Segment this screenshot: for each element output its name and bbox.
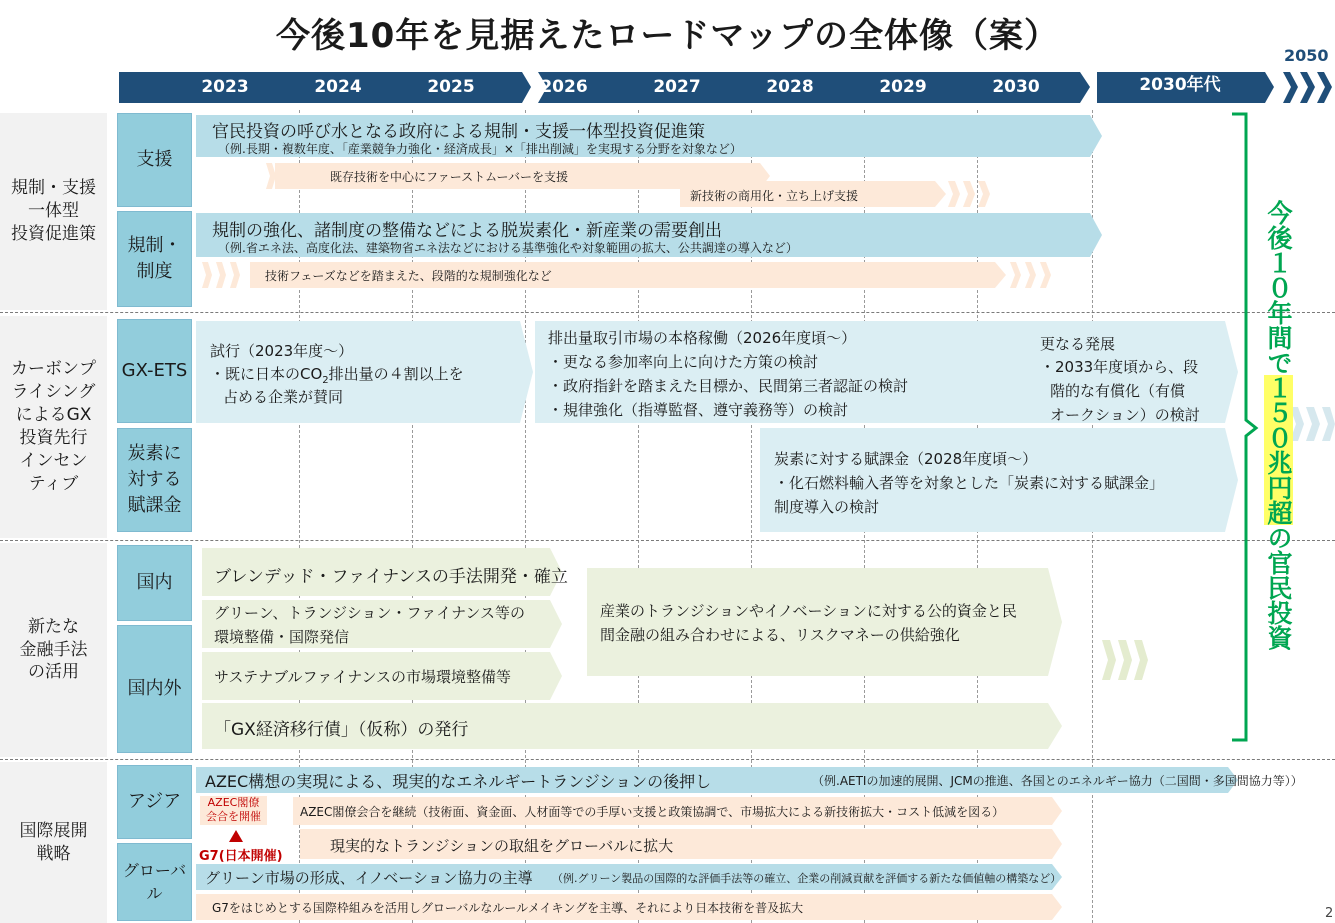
year-label: 2029 (879, 77, 927, 97)
investment-summary: 今後１０年間で１５０兆円超の官民投資 (1264, 200, 1293, 650)
subcategory-gx-ets: GX-ETS (117, 319, 192, 423)
subcategory-asia: アジア (117, 765, 192, 839)
fade-chevron (216, 262, 226, 288)
azec-note-text: （例.AETIの加速的展開、JCMの推進、各国とのエネルギー協力（二国間・多国間協力等）） (812, 774, 1303, 788)
levy-heading: 炭素に対する賦課金（2028年度頃～） (774, 450, 1038, 468)
subcategory-global: グローバル (117, 843, 192, 921)
azec-main-text: AZEC構想の実現による、現実的なエネルギートランジションの後押し (205, 772, 712, 791)
green-market-text: グリーン市場の形成、イノベーション協力の主導 (205, 869, 533, 887)
sustain-text: サステナブルファイナンスの市場環境整備等 (214, 668, 512, 686)
investment-bracket (1232, 114, 1256, 740)
year-label: 2030 (992, 77, 1040, 97)
year-label: 2023 (201, 77, 249, 97)
reg-note-text: （例.省エネ法、高度化法、建築物省エネ法などにおける基準強化や対象範囲の拡大、公共調達の導入など） (218, 241, 798, 255)
year-label: 2024 (314, 77, 362, 97)
support-main-text: 官民投資の呼び水となる政府による規制・支援一体型投資促進策 (212, 122, 705, 142)
year-label: 2025 (427, 77, 475, 97)
category-international: 国際展開 戦略 (0, 762, 107, 923)
fade-chevron (963, 181, 975, 207)
dev-line-2: 階的な有償化（有償 (1050, 382, 1186, 400)
page-number: 2 (1325, 906, 1334, 921)
support-note-text: （例.長期・複数年度、「産業競争力強化・経済成長」×「排出削減」を実現する分野を対象など） (218, 142, 742, 156)
green-finance-line-2: 環境整備・国際発信 (214, 628, 350, 646)
fade-chevron (1306, 407, 1320, 441)
dev-line-3: オークション）の検討 (1050, 406, 1200, 424)
subcategory-carbon-levy: 炭素に 対する 賦課金 (117, 428, 192, 532)
g7-frame-text: G7をはじめとする国際枠組みを活用しグローバルなルールメイキングを主導、それにより日本技術を普及拡大 (212, 901, 804, 915)
fade-chevron (1040, 262, 1051, 288)
fade-chevron (202, 262, 212, 288)
category-finance: 新たな 金融手法 の活用 (0, 543, 107, 757)
subcategory-domestic: 国内 (117, 545, 192, 621)
arrow-risk-money (587, 568, 1062, 676)
fade-chevron (1134, 640, 1148, 680)
reg-main-text: 規制の強化、諸制度の整備などによる脱炭素化・新産業の需要創出 (212, 221, 722, 241)
fade-chevron (1118, 640, 1132, 680)
subcategory-support: 支援 (117, 113, 192, 207)
risk-money-line-1: 産業のトランジションやイノベーションに対する公的資金と民 (600, 602, 1017, 620)
fade-chevron (978, 181, 990, 207)
realistic-text: 現実的なトランジションの取組をグローバルに拡大 (330, 837, 674, 855)
page-title: 今後10年を見据えたロードマップの全体像（案） (276, 16, 1059, 56)
fade-chevron (948, 181, 960, 207)
dev-line-1: ・2033年度頃から、段 (1040, 358, 1199, 376)
trial-line-1: ・既に日本の$CO_2$排出量の４割以上を (210, 365, 464, 386)
year-label: 2028 (766, 77, 814, 97)
fade-chevron (266, 163, 276, 189)
fade-chevron (1025, 262, 1036, 288)
subcategory-regulation: 規制・ 制度 (117, 211, 192, 307)
fade-chevron (230, 262, 240, 288)
g7-label: G7(日本開催) (199, 849, 283, 864)
market-line-2: ・政府指針を踏まえた目標か、民間第三者認証の検討 (548, 377, 909, 395)
levy-line-1: ・化石燃料輸入者等を対象とした「炭素に対する賦課金」 (774, 474, 1165, 492)
azec-continue-text: AZEC閣僚会合を継続（技術面、資金面、人材面等での手厚い支援と政策協調で、市場拡大による新技術拡大・コスト低減を図る） (300, 805, 1005, 819)
support-first-text: 既存技術を中心にファーストムーバーを支援 (330, 170, 568, 184)
fade-chevron (1322, 407, 1335, 441)
azec-meeting-label: AZEC閣僚 会合を開催 (200, 796, 267, 825)
year-label: 2026 (540, 77, 588, 97)
market-line-1: ・更なる参加率向上に向けた方策の検討 (548, 353, 819, 371)
trial-heading: 試行（2023年度～） (210, 342, 354, 360)
levy-line-2: 制度導入の検討 (774, 498, 880, 516)
subcategory-domestic-international: 国内外 (117, 625, 192, 753)
year-label: 2027 (653, 77, 701, 97)
blended-text: ブレンデッド・ファイナンスの手法開発・確立 (214, 567, 568, 587)
trial-line-2: 占める企業が賛同 (223, 388, 344, 406)
risk-money-line-2: 間金融の組み合わせによる、リスクマネーの供給強化 (600, 626, 960, 644)
market-heading: 排出量取引市場の本格稼働（2026年度頃～） (548, 329, 857, 347)
fade-chevron (1010, 262, 1021, 288)
green-finance-line-1: グリーン、トランジション・ファイナンス等の (214, 604, 525, 622)
market-line-3: ・規律強化（指導監督、遵守義務等）の検討 (548, 401, 849, 419)
reg-phase-text: 技術フェーズなどを踏まえた、段階的な規制強化など (265, 269, 552, 283)
dev-heading: 更なる発展 (1040, 335, 1116, 353)
support-new-text: 新技術の商用化・立ち上げ支援 (690, 189, 859, 203)
end-year-label: 2050 (1284, 46, 1329, 65)
fade-chevron (1102, 640, 1116, 680)
green-market-note: （例.グリーン製品の国際的な評価手法等の確立、企業の削減貢献を評価する新たな価値軸の構築など） (552, 872, 1062, 885)
category-carbon-pricing: カーボンプ ライシング によるGX 投資先行 インセン ティブ (0, 316, 107, 538)
decade-label: 2030年代 (1139, 75, 1221, 95)
g7-marker-icon (229, 830, 243, 842)
bond-text: 「GX経済移行債」（仮称）の発行 (214, 720, 469, 740)
category-regulation: 規制・支援 一体型 投資促進策 (0, 113, 107, 310)
